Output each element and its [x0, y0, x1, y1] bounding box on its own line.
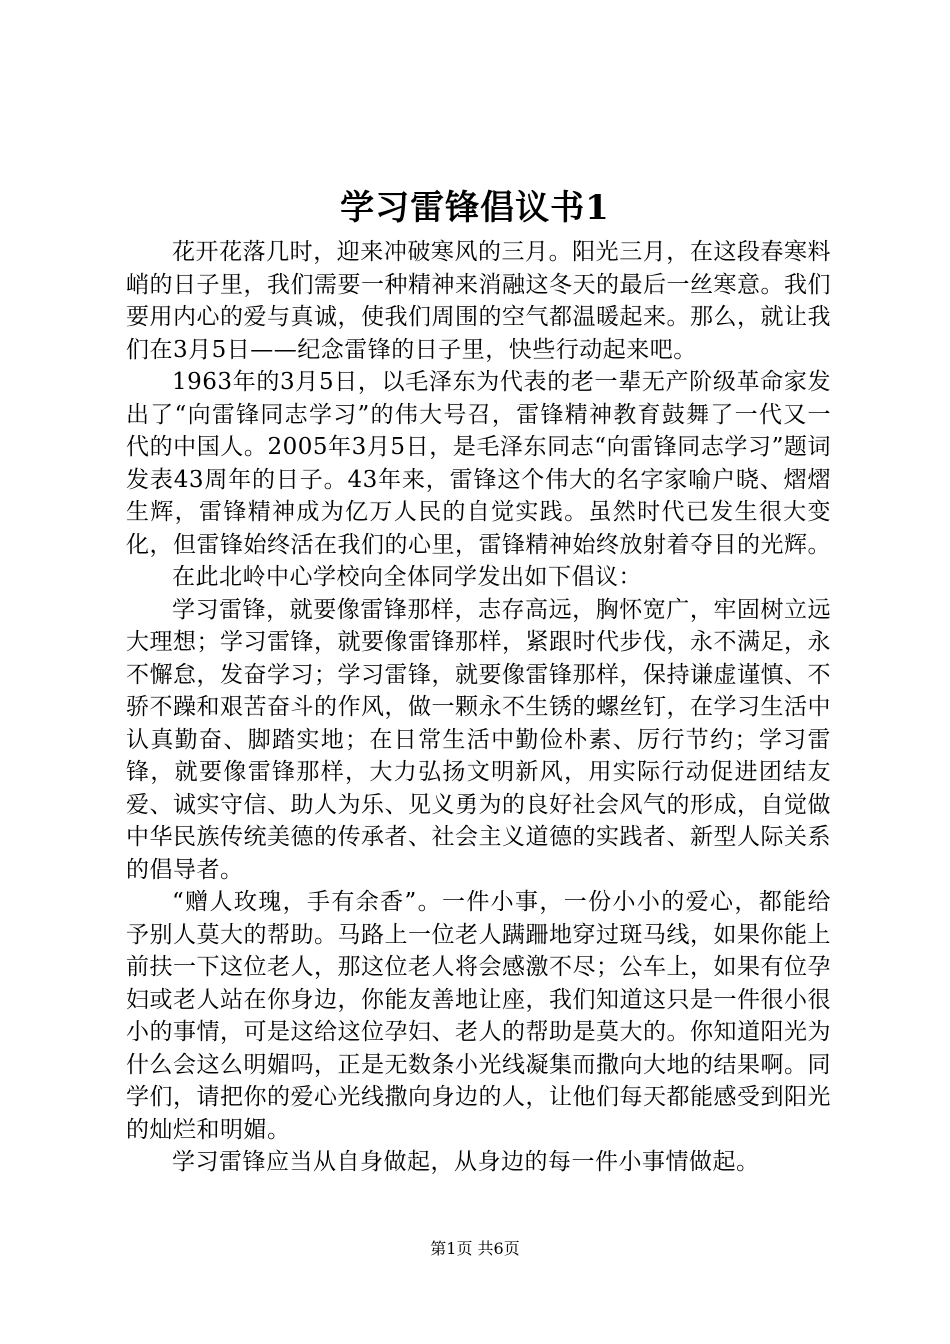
- document-title: 学习雷锋倡议书1: [340, 188, 610, 228]
- paragraph-6: 学习雷锋应当从自身做起，从身边的每一件小事情做起。: [172, 1149, 760, 1175]
- paragraph-4: 学习雷锋，就要像雷锋那样，志存高远，胸怀宽广，牢固树立远大理想；学习雷锋，就要像雷锋那样，紧跟时代步伐，永不满足，永不懈怠，发奋学习；学习雷锋，就要像雷锋那样，保持谦虚谨慎、不骄不躁和艰苦奋斗的作风，做一颗永不生锈的螺丝钉，在学习生活中认真勤奋、脚踏实地；在日常生活中勤俭朴素、厉行节约；学习雷锋，就要像雷锋那样，大力弘扬文明新风，用实际行动促进团结友爱、诚实守信、助人为乐、见义勇为的良好社会风气的形成，自觉做中华民族传统美德的传承者、社会主义道德的实践者、新型人际关系的倡导者。: [126, 596, 831, 883]
- paragraph-2: 1963年的3月5日，以毛泽东为代表的老一辈无产阶级革命家发出了“向雷锋同志学习”的伟大号召，雷锋精神教育鼓舞了一代又一代的中国人。2005年3月5日，是毛泽东同志“向雷锋同志学习”题词发表43周年的日子。43年来，雷锋这个伟大的名字家喻户晓、熠熠生辉，雷锋精神成为亿万人民的自觉实践。虽然时代已发生很大变化，但雷锋始终活在我们的心里，雷锋精神始终放射着夺目的光辉。: [126, 369, 831, 558]
- page-number-footer: 第1页 共6页: [430, 1239, 520, 1258]
- document-body: [126, 236, 831, 1179]
- paragraph-1: 花开花落几时，迎来冲破寒风的三月。阳光三月，在这段春寒料峭的日子里，我们需要一种精神来消融这冬天的最后一丝寒意。我们要用内心的爱与真诚，使我们周围的空气都温暖起来。那么，就让我们在3月5日——纪念雷锋的日子里，快些行动起来吧。: [126, 239, 831, 363]
- paragraph-3: 在此北岭中心学校向全体同学发出如下倡议：: [172, 564, 642, 590]
- paragraph-5: “赠人玫瑰，手有余香”。一件小事，一份小小的爱心，都能给予别人莫大的帮助。马路上一位老人蹒跚地穿过斑马线，如果你能上前扶一下这位老人，那这位老人将会感激不尽；公车上，如果有位孕妇或老人站在你身边，你能友善地让座，我们知道这只是一件很小很小的事情，可是这给这位孕妇、老人的帮助是莫大的。你知道阳光为什么会这么明媚吗，正是无数条小光线凝集而撒向大地的结果啊。同学们，请把你的爱心光线撒向身边的人，让他们每天都能感受到阳光的灿烂和明媚。: [126, 889, 831, 1143]
